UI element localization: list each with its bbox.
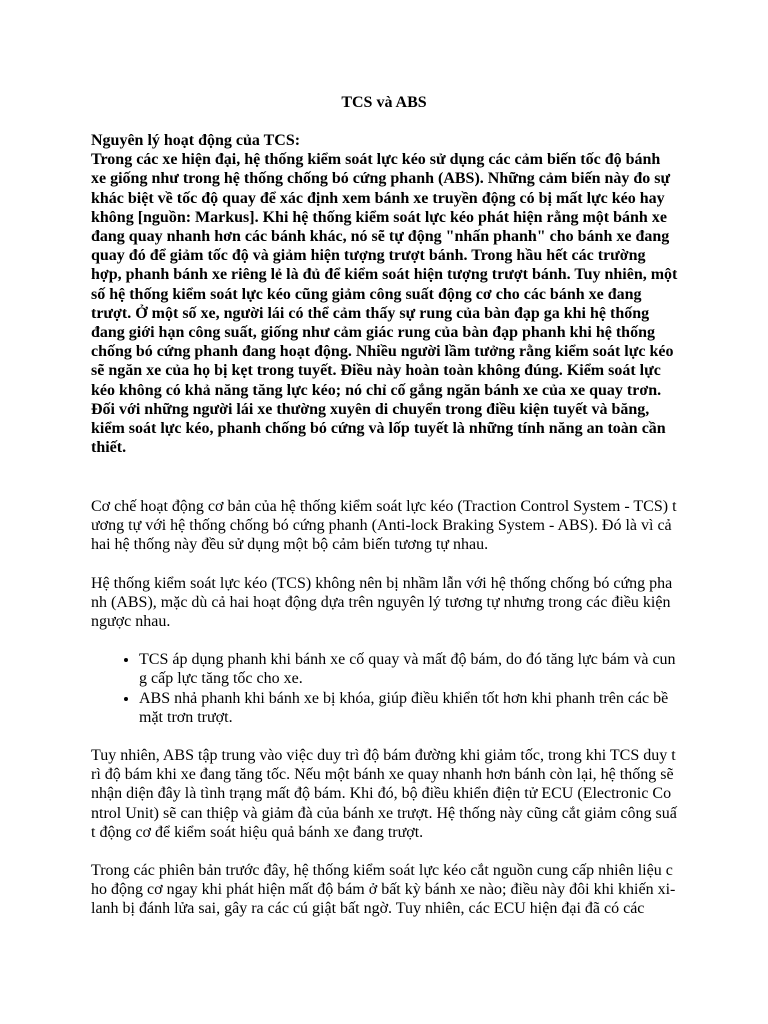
paragraph-4: Trong các phiên bản trước đây, hệ thống kiểm soát lực kéo cắt nguồn cung cấp nhiên liệu cho động cơ ngay khi phát hiện mất độ bám ở bất kỳ bánh xe nào; điều này đôi khi khiến xi-lanh bị đánh lửa sai, gây ra các cú giật bất ngờ. Tuy nhiên, các ECU hiện đại đã có các	[91, 862, 676, 918]
list-item: • ABS nhả phanh khi bánh xe bị khóa, giúp điều khiển tốt hơn khi phanh trên các bề mặt trơn trượt.	[139, 689, 679, 727]
list-item: • TCS áp dụng phanh khi bánh xe cố quay và mất độ bám, do đó tăng lực bám và cung cấp lực tăng tốc cho xe.	[139, 650, 679, 688]
comparison-list	[91, 650, 679, 727]
article-body	[91, 497, 679, 938]
paragraph-2: Hệ thống kiểm soát lực kéo (TCS) không nên bị nhầm lẫn với hệ thống chống bó cứng phanh (ABS), mặc dù cả hai hoạt động dựa trên nguyên lý tương tự nhưng trong các điều kiện ngược nhau.	[91, 574, 673, 631]
section-body: Trong các xe hiện đại, hệ thống kiểm soát lực kéo sử dụng các cảm biến tốc độ bánh xe giống như trong hệ thống chống bó cứng phanh (ABS). Những cảm biến này đo sự khác biệt về tốc độ quay để xác định xem bánh xe truyền động có bị mất lực kéo hay không [nguồn: Markus]. Khi hệ thống kiểm soát lực kéo phát hiện rằng một bánh xe đang quay nhanh hơn các bánh khác, nó sẽ tự động "nhấn phanh" cho bánh xe đang quay đó để giảm tốc độ và giảm hiện tượng trượt bánh. Trong hầu hết các trường hợp, phanh bánh xe riêng lẻ là đủ để kiểm soát hiện tượng trượt bánh. Tuy nhiên, một số hệ thống kiểm soát lực kéo cũng giảm công suất động cơ cho các bánh xe đang trượt. Ở một số xe, người lái có thể cảm thấy sự rung của bàn đạp ga khi hệ thống đang giới hạn công suất, giống như cảm giác rung của bàn đạp phanh khi hệ thống chống bó cứng phanh đang hoạt động. Nhiều người lầm tưởng rằng kiểm soát lực kéo sẽ ngăn xe của họ bị kẹt trong tuyết. Điều này hoàn toàn không đúng. Kiểm soát lực kéo không có khả năng tăng lực kéo; nó chỉ cố gắng ngăn bánh xe của xe quay trơn. Đối với những người lái xe thường xuyên di chuyển trong điều kiện tuyết và băng, kiểm soát lực kéo, phanh chống bó cứng và lốp tuyết là những tính năng an toàn cần thiết.	[91, 151, 678, 457]
paragraph-3: Tuy nhiên, ABS tập trung vào việc duy trì độ bám đường khi giảm tốc, trong khi TCS duy trì độ bám khi xe đang tăng tốc. Nếu một bánh xe quay nhanh hơn bánh còn lại, hệ thống sẽ nhận diện đây là tình trạng mất độ bám. Khi đó, bộ điều khiển điện tử ECU (Electronic Control Unit) sẽ can thiệp và giảm đà của bánh xe trượt. Hệ thống này cũng cắt giảm công suất động cơ để kiểm soát hiệu quả bánh xe đang trượt.	[91, 747, 677, 841]
paragraph-1: Cơ chế hoạt động cơ bản của hệ thống kiểm soát lực kéo (Traction Control System - TCS) tương tự với hệ thống chống bó cứng phanh (Anti-lock Braking System - ABS). Đó là vì cả hai hệ thống này đều sử dụng một bộ cảm biến tương tự nhau.	[91, 498, 677, 554]
page-title: TCS và ABS	[341, 94, 427, 111]
tcs-principle-section	[91, 131, 679, 457]
section-heading: Nguyên lý hoạt động của TCS:	[91, 132, 301, 149]
